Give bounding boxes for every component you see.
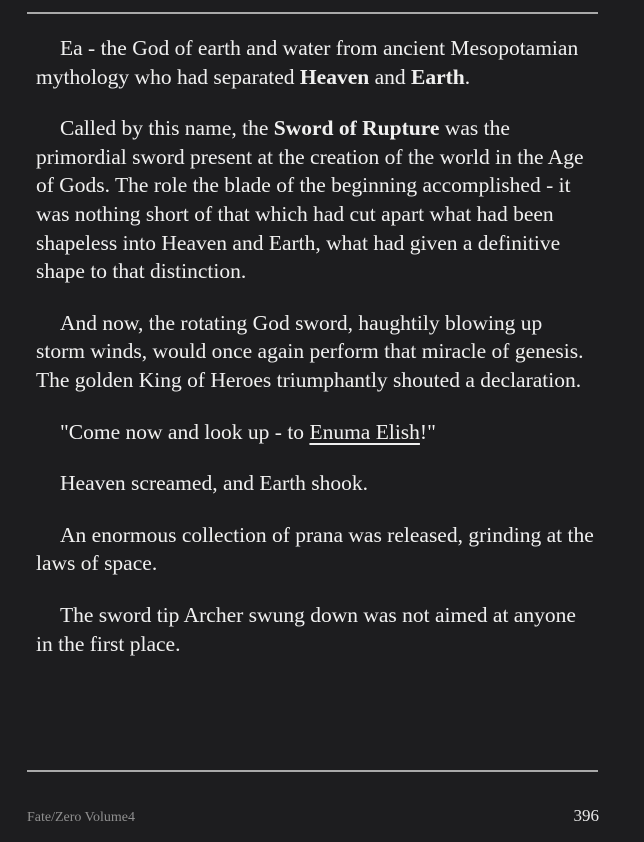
top-divider — [27, 12, 598, 14]
text-run: And now, the rotating God sword, haughtily blowing up storm winds, would once again perform that miracle of genesis. The golden King of Heroes triumphantly shouted a declaration. — [36, 310, 584, 392]
paragraph — [36, 469, 596, 498]
page-number: 396 — [573, 806, 599, 825]
paragraph — [36, 34, 596, 91]
underlined-term: Enuma Elish — [309, 419, 420, 444]
text-run: was the primordial sword present at the creation of the world in the Age of Gods. The role the blade of the beginning accomplished - it was nothing short of that which had cut apart what had been shapeless into Heaven and Earth, what had given a definitive shape to that distinction. — [36, 116, 584, 284]
paragraph — [36, 601, 596, 658]
text-run: Heaven screamed, and Earth shook. — [60, 471, 369, 496]
bold-term: Earth — [411, 64, 465, 89]
bold-term: Heaven — [299, 64, 370, 89]
page-body — [36, 34, 596, 681]
bottom-divider — [27, 770, 598, 772]
book-title: Fate/Zero Volume4 — [27, 810, 135, 825]
paragraph — [36, 521, 596, 578]
text-run: and — [369, 64, 411, 89]
text-run: The sword tip Archer swung down was not aimed at anyone in the first place. — [36, 602, 576, 656]
bold-term: Sword of Rupture — [273, 116, 440, 141]
text-run: Ea - the God of earth and water from ancient Mesopotamian mythology who had separated — [36, 36, 579, 89]
paragraph — [36, 418, 596, 447]
text-run: !" — [419, 419, 436, 444]
page-footer — [27, 806, 599, 826]
text-run: "Come now and look up - to — [60, 419, 310, 444]
paragraph — [36, 114, 596, 286]
text-run: . — [464, 64, 471, 89]
text-run: Called by this name, the — [60, 116, 274, 141]
paragraph — [36, 309, 596, 395]
text-run: An enormous collection of prana was released, grinding at the laws of space. — [36, 522, 594, 576]
